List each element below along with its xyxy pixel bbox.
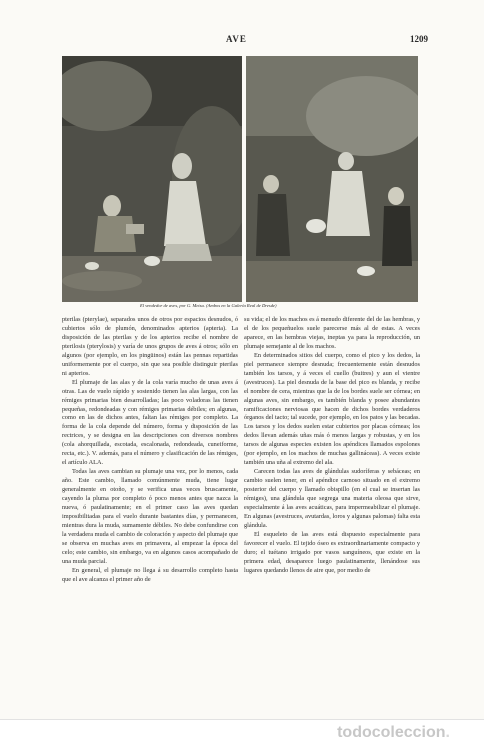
paragraph: En general, el plumaje no llega á su desarrollo completo hasta que el ave alcanza el primer año de	[62, 566, 238, 583]
paragraph: su vida; el de los machos es á menudo diferente del de las hembras, y el de los pequeñuelos suele parecerse más al de estas. A veces aparece, en las hembras viejas, ineptas ya para la reproducción, un plumaje semejante al de los machos.	[244, 316, 420, 350]
running-header-title: AVE	[226, 34, 247, 44]
painting-left	[62, 56, 242, 302]
painting-right-image	[246, 56, 418, 302]
watermark-dot: .	[445, 724, 450, 741]
paragraph: En determinados sitios del cuerpo, como el pico y los dedos, la piel permanece siempre desnuda; frecuentemente están desnudos también los tarsos, y á veces el cuello (buitres) y aun el vientre (avestruces). La piel desnuda de la base del pico es blanda, y recibe el nombre de cera, mientras que la de los bordes suele ser córnea; en algunas aves, sin embargo, es también blanda y posee abundantes ramificaciones nerviosas que hacen de dichos bordes verdaderos órganos del tacto; tal sucede, por ejemplo, en los patos y las becadas. Los tarsos y los dedos suelen estar cubiertos por placas córneas; los dedos llevan además uñas más ó menos largas y robustas, y en los tarsos de algunas especies existen los apéndices llamados espolones (por ejemplo, en los machos de muchas gallináceas). A veces existe también una uña al extremo del ala.	[244, 351, 420, 467]
watermark-text: todocoleccion	[337, 724, 446, 741]
paragraph: El plumaje de las alas y de la cola varía mucho de unas aves á otras. Las de vuelo rápido y sostenido tienen las alas largas, con las rémiges primarias bien desarrolladas; las poco voladoras las tienen pequeñas, redondeadas y con rémiges primarias débiles; en algunas, como en las de dichos antes, faltan las rémiges por completo. La forma de la cola depende del número, forma y disposición de las rectrices, y se designa en las descripciones con diversos nombres (cola ahorquillada, escotada, escalonada, redondeada, cuneiforme, recta, etc.). V. además, para el número y clasificación de las rémiges, el artículo ALA.	[62, 378, 238, 467]
paragraph: pterilas (pterylae), separados unos de otros por espacios desnudos, ó cubiertos sólo de plumón, denominados apterios (apteria). La disposición de las pterilas y de los apterios recibe el nombre de pterilosis (pterylosis) y varía de unos grupos de aves á otros; sólo en algunos (por ejemplo, en los pingüinos) están las pennas repartidas uniformemente por el cuerpo, sin que sea posible distinguir pterilas ni apterios.	[62, 316, 238, 377]
text-column-right	[244, 316, 420, 576]
footer-bar	[0, 719, 484, 746]
text-column-left	[62, 316, 238, 585]
watermark-logo	[337, 724, 450, 742]
painting-left-image	[62, 56, 242, 302]
paragraph: El esqueleto de las aves está dispuesto especialmente para favorecer el vuelo. El tejido óseo es extraordinariamente compacto y duro; el tuétano irrigado por vasos sanguíneos, que existe en la primera edad, desaparece luego paulatinamente, llenándose sus lugares quedando llenos de aire que, por medio de	[244, 530, 420, 574]
paragraph: Carecen todas las aves de glándulas sudoríferas y sebáceas; en cambio suelen tener, en el apéndice carnoso situado en el extremo posterior del cuerpo y llamado obispillo (en el cual se insertan las rémiges), una glándula que segrega una materia oleosa que sirve, especialmente á las aves acuáticas, para impermeabilizar el plumaje. En algunas (avestruces, avutardas, loros y algunas palomas) falta esta glándula.	[244, 468, 420, 529]
paragraph: Todas las aves cambian su plumaje una vez, por lo menos, cada año. Este cambio, llamado comúnmente muda, tiene lugar generalmente en otoño, y se verifica unas veces bruscamente, cayendo la pluma por completo ó poco menos antes que nazca la nueva, ó paulatinamente; en el primer caso las aves quedan imposibilitadas para el vuelo durante bastantes días, y permanecen, mientras dura la muda, sumamente débiles. No debe confundirse con la verdadera muda el cambio de coloración y aspecto del plumaje que se observa en muchas aves en primavera, al empezar la época del celo; este cambio, sin embargo, va en algunos casos acompañado de una muda parcial.	[62, 468, 238, 565]
page-number: 1209	[410, 34, 428, 44]
painting-right	[246, 56, 418, 302]
figure-caption: El vendedor de aves, por G. Metsu. (Ambos en la Galería Real de Dresde)	[140, 303, 277, 308]
